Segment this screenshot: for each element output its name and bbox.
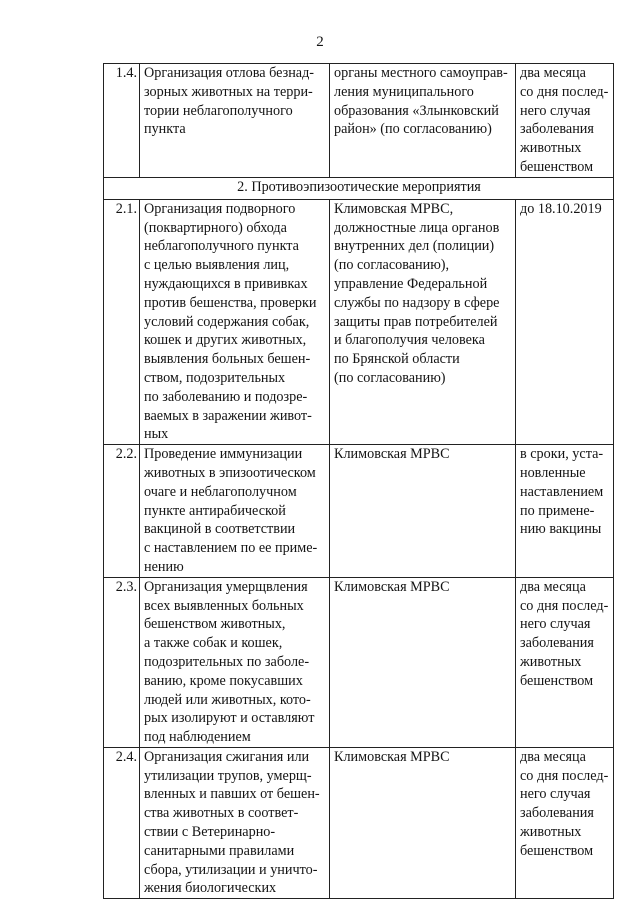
- term-cell: два месяца со дня послед- него случая заболевания животных бешенством: [516, 64, 614, 178]
- row-number: 2.2.: [104, 445, 140, 578]
- row-number: 1.4.: [104, 64, 140, 178]
- section-title: 2. Противоэпизоотические мероприятия: [104, 177, 614, 199]
- action-cell: Организация сжигания или утилизации трупов, умерщ- вленных и павших от бешен- ства животных в соответ- ствии с Ветеринарно- санитарными правилами сбора, утилизации и уничто- жения биологических: [140, 747, 330, 898]
- term-cell: два месяца со дня послед- него случая заболевания животных бешенством: [516, 577, 614, 747]
- table-row: [104, 747, 614, 898]
- measures-table: [103, 63, 614, 899]
- responsible-cell: Климовская МРВС: [330, 445, 516, 578]
- table-row: [104, 577, 614, 747]
- term-cell: до 18.10.2019: [516, 199, 614, 444]
- section-header-row: [104, 177, 614, 199]
- action-cell: Организация подворного (поквартирного) обхода неблагополучного пункта с целью выявления лиц, нуждающихся в прививках против бешенства, проверки условий содержания собак, кошек и других животных, выявления больных бешен- ством, подозрительных по заболеванию и подозре- ваемых в заражении живот- ных: [140, 199, 330, 444]
- term-cell: в сроки, уста- новленные наставлением по примене- нию вакцины: [516, 445, 614, 578]
- action-cell: Организация отлова безнад- зорных животных на терри- тории неблагополучного пункта: [140, 64, 330, 178]
- responsible-cell: Климовская МРВС, должностные лица органов внутренних дел (полиции) (по согласованию), управление Федеральной службы по надзору в сфере защиты прав потребителей и благополучия человека по Брянской области (по согласованию): [330, 199, 516, 444]
- row-number: 2.3.: [104, 577, 140, 747]
- row-number: 2.1.: [104, 199, 140, 444]
- table-row: [104, 64, 614, 178]
- table-row: [104, 445, 614, 578]
- page-number: 2: [316, 34, 324, 50]
- responsible-cell: Климовская МРВС: [330, 577, 516, 747]
- term-cell: два месяца со дня послед- него случая заболевания животных бешенством: [516, 747, 614, 898]
- table-row: [104, 199, 614, 444]
- row-number: 2.4.: [104, 747, 140, 898]
- action-cell: Организация умерщвления всех выявленных больных бешенством животных, а также собак и кошек, подозрительных по заболе- ванию, кроме покусавших людей или животных, кото- рых изолируют и оставляют под наблюдением: [140, 577, 330, 747]
- responsible-cell: органы местного самоуправ- ления муниципального образования «Злынковский район» (по согласованию): [330, 64, 516, 178]
- action-cell: Проведение иммунизации животных в эпизоотическом очаге и неблагополучном пункте антирабической вакциной в соответствии с наставлением по ее приме- нению: [140, 445, 330, 578]
- responsible-cell: Климовская МРВС: [330, 747, 516, 898]
